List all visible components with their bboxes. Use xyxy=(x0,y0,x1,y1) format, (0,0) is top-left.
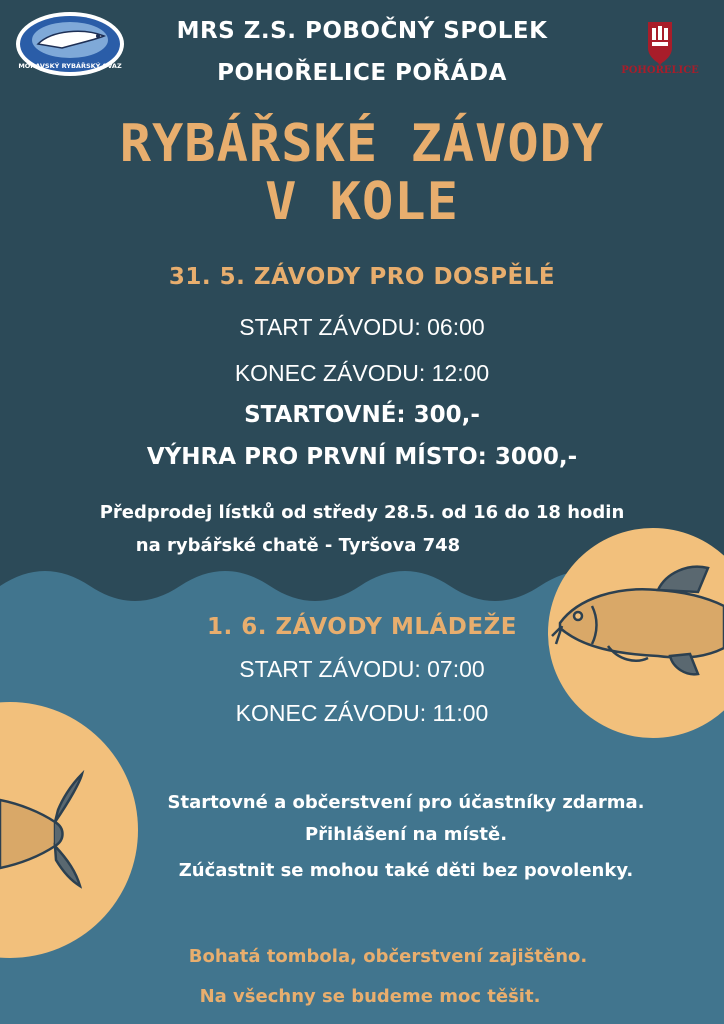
youth-start-time: START ZÁVODU: 07:00 xyxy=(239,656,485,682)
organizer-line-2: POHOŘELICE POŘÁDA xyxy=(217,60,507,86)
info-line-3: Zúčastnit se mohou také děti bez povolenky. xyxy=(178,860,634,881)
organizer-line-1: MRS Z.S. POBOČNÝ SPOLEK xyxy=(176,18,548,44)
left-logo-text: MORAVSKÝ RYBÁŘSKÝ SVAZ xyxy=(18,62,122,70)
footer-line-2: Na všechny se budeme moc těšit. xyxy=(199,986,541,1007)
adults-start-time: START ZÁVODU: 06:00 xyxy=(239,314,485,340)
event-title-line-1: RYBÁŘSKÉ ZÁVODY xyxy=(119,114,605,174)
adults-heading: 31. 5. ZÁVODY PRO DOSPĚLÉ xyxy=(168,264,556,290)
presale-line-2: na rybářské chatě - Tyršova 748 xyxy=(135,535,461,556)
footer-line-1: Bohatá tombola, občerstvení zajištěno. xyxy=(188,946,588,967)
adults-end-time: KONEC ZÁVODU: 12:00 xyxy=(234,360,490,386)
info-line-1: Startovné a občerstvení pro účastníky zdarma. xyxy=(167,792,645,813)
info-line-2: Přihlášení na místě. xyxy=(304,824,508,845)
adults-first-prize: VÝHRA PRO PRVNÍ MÍSTO: 3000,- xyxy=(146,444,578,470)
youth-end-time: KONEC ZÁVODU: 11:00 xyxy=(235,700,489,726)
youth-heading: 1. 6. ZÁVODY MLÁDEŽE xyxy=(207,614,517,640)
adults-entry-fee: STARTOVNÉ: 300,- xyxy=(244,402,480,428)
presale-line-1: Předprodej lístků od středy 28.5. od 16 do 18 hodin xyxy=(99,502,625,523)
event-title-line-2: V KOLE xyxy=(265,172,459,232)
pohorelice-logo-text: POHOŘELICE xyxy=(621,65,699,76)
